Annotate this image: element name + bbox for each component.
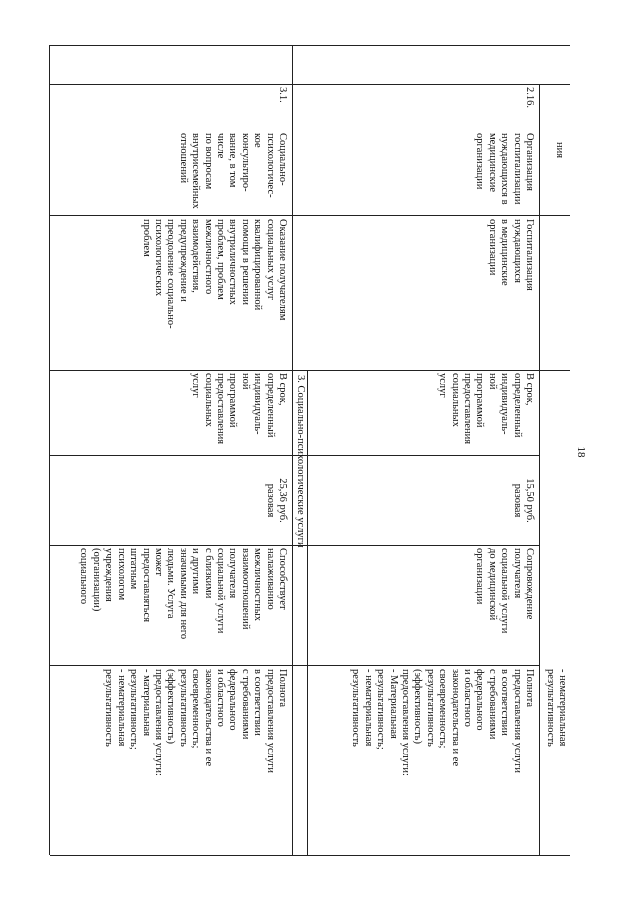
col-line [50,370,570,371]
row-line [539,84,540,855]
col-line [50,45,570,46]
row-2-16-name: Организация госпитализации нуждающихся в медицинские организации [474,133,535,205]
row-line [49,45,50,855]
header-fragment: ния [554,141,565,159]
row-2-16-quality: Полнота предоставления услуги в соответствии с требованиями федерального и областного законодательства и ее своевременность; результативность (эффективность) предоставления услуги: - Материальная результативность; - нематериальная результативность [350,669,535,776]
row-2-16-conditions: Сопровождение получателя социальной услуги до медицинской организации [474,548,535,634]
row-2-16-description: Госпитализация нуждающихся в медицинские организации [486,219,535,291]
col-line [50,84,570,85]
row-2-16-term: В срок, определенный индивидуаль- ной программой предоставления социальных услуг [437,373,535,445]
row-3-1-price: 25,36 руб. разовая [264,478,288,523]
section-3-heading: 3. Социально-психологические услуги [295,375,306,548]
page-number: 18 [575,446,587,458]
row-3-1-name: Социально- психологичес- кое консультиро- вание, в том числе по вопросам внутрисемейных отношений [177,133,288,209]
row-3-1-conditions: Способствует налаживанию межличностных взаимоотношений получателя социальной услуги с близкими и другими значимыми для него людьми. Услуга может предоставляться штатным психологом учреждения (организации) социального [78,548,288,640]
row-line [307,370,308,855]
row-2-16-price: 15,50 руб. разовая [511,478,535,523]
rotated-table-page [50,45,570,855]
row-3-1-quality: Полнота предоставления услуги в соответствии с требованиями федерального и областного законодательства и ее своевременность; результативность (эффективность) предоставления услуги: - материальная результативность; - нематериальная результативность [103,669,288,776]
row-3-1-number: 3.1. [277,87,288,103]
col-line [50,855,570,856]
row-2-16-number: 2.16. [524,87,535,108]
col-line [50,215,570,216]
row-3-1-description: Оказание получателям социальных услуг квалифицированной помощи в решении внутриличностных проблем, проблем межличностного взаимодействия, предупреждение и преодоление социально- психологических проблем [140,219,288,329]
row-2-16-quality-fragment: - нематериальная результативность [544,669,568,747]
row-3-1-term: В срок, определенный индивидуаль- ной программой предоставления социальных услуг [190,373,288,445]
